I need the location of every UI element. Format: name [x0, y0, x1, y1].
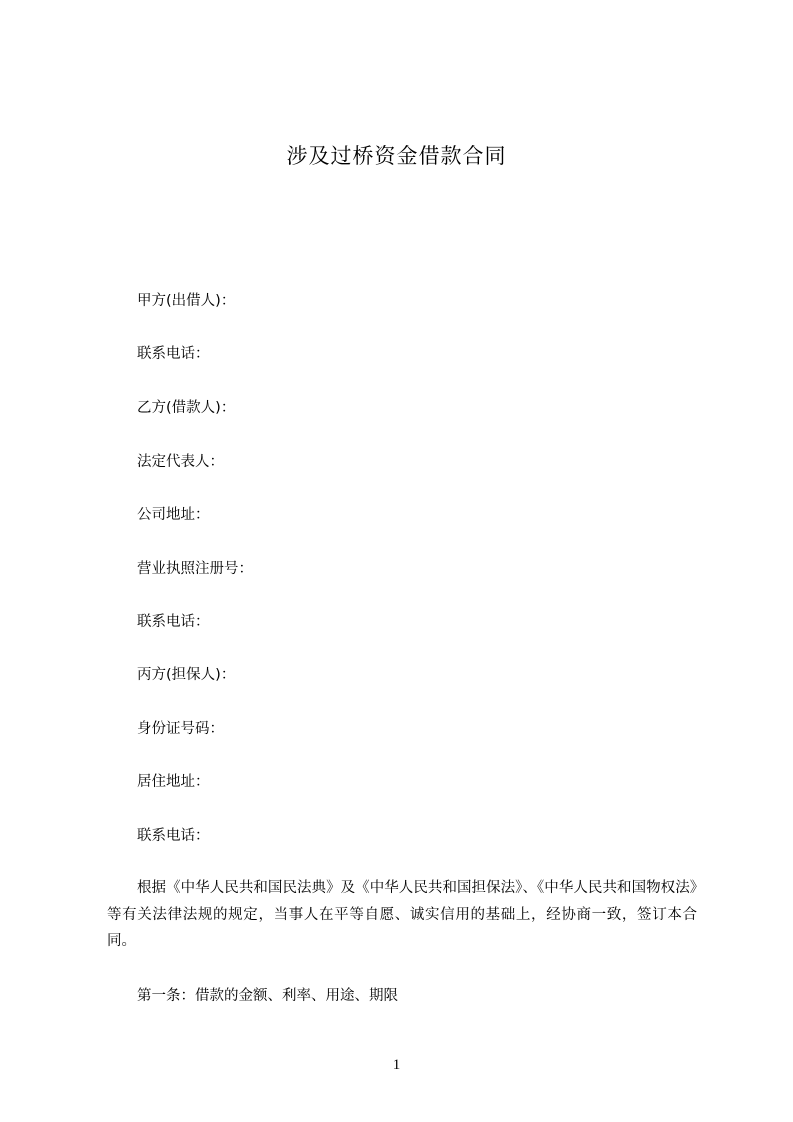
- article-1-heading: 第一条：借款的金额、利率、用途、期限: [137, 988, 398, 1004]
- field-id-number: 身份证号码：: [137, 721, 224, 737]
- field-lender-phone: 联系电话：: [137, 346, 210, 362]
- field-business-license-number: 营业执照注册号：: [137, 561, 253, 577]
- document-title: 涉及过桥资金借款合同: [286, 144, 507, 168]
- field-guarantor-phone: 联系电话：: [137, 828, 210, 844]
- field-guarantor: 丙方(担保人)：: [137, 667, 236, 683]
- field-residential-address: 居住地址：: [137, 774, 210, 790]
- field-legal-representative: 法定代表人：: [137, 454, 224, 470]
- preamble-paragraph: 根据《中华人民共和国民法典》及《中华人民共和国担保法》、《中华人民共和国物权法》等有关法律法规的规定，当事人在平等自愿、诚实信用的基础上，经协商一致，签订本合同。: [107, 880, 697, 949]
- page-number: 1: [392, 1057, 401, 1073]
- field-company-address: 公司地址：: [137, 507, 210, 523]
- field-borrower: 乙方(借款人)：: [137, 400, 236, 416]
- field-lender: 甲方(出借人)：: [137, 293, 236, 309]
- field-borrower-phone: 联系电话：: [137, 614, 210, 630]
